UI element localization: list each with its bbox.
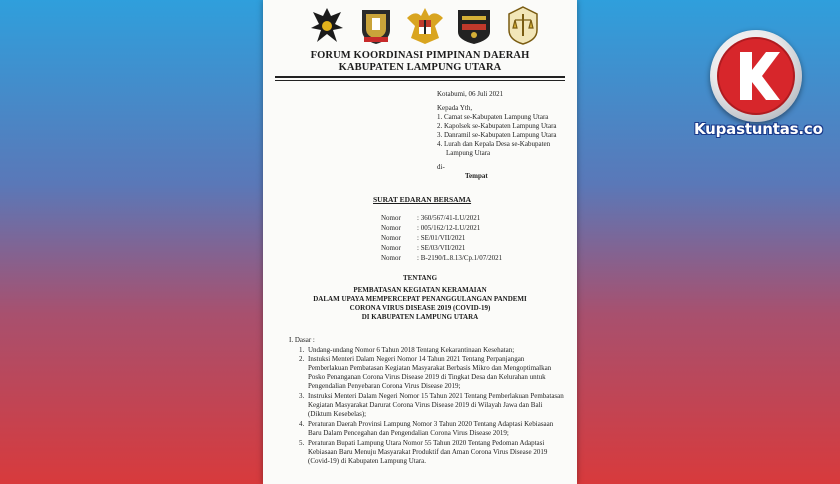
number-row: Nomor : 005/162/12-LU/2021 xyxy=(381,224,481,232)
di-label: di- xyxy=(437,163,445,171)
letterhead-rule-thin xyxy=(275,80,565,81)
document-page xyxy=(263,0,577,484)
document-title: SURAT EDARAN BERSAMA xyxy=(373,195,472,204)
dasar-line: Peraturan Daerah Provinsi Lampung Nomor 3 Tahun 2020 Tentang Adaptasi Kebiasaan xyxy=(308,420,554,428)
letterhead-rule-thick xyxy=(275,76,565,78)
dasar-line: Kegiatan Masyarakat Darurat Corona Virus Disease 2019 di Wilayah Jawa dan Bali xyxy=(308,401,543,409)
recipients-heading: Kepada Yth, xyxy=(437,104,473,112)
dasar-line: Instruksi Menteri Dalam Negeri Nomor 15 Tahun 2021 Tentang Pemberlakuan Pembatasan xyxy=(308,392,564,400)
letterhead-title: FORUM KOORDINASI PIMPINAN DAERAH xyxy=(310,50,530,61)
number-row: Nomor : 360/567/41-LU/2021 xyxy=(381,214,481,222)
tentang-heading: TENTANG xyxy=(402,274,438,282)
dasar-line: Kebiasaan Baru Menuju Masyarakat Produktif dan Aman Corona Virus Disease 2019 xyxy=(308,448,548,456)
dprd-emblem-icon xyxy=(356,4,396,46)
date-line: Kotabumi, 06 Juli 2021 xyxy=(437,90,504,98)
recipient-item-cont: Lampung Utara xyxy=(446,149,491,157)
recipient-item: 4. Lurah dan Kepala Desa se-Kabupaten xyxy=(437,140,551,148)
dasar-num: 5. xyxy=(299,439,305,447)
dasar-num: 3. xyxy=(299,392,305,400)
dasar-num: 2. xyxy=(299,355,305,363)
dasar-line: Peraturan Bupati Lampung Utara Nomor 55 Tahun 2020 Tentang Pedoman Adaptasi xyxy=(308,439,545,447)
number-row: Nomor : SE/01/VII/2021 xyxy=(381,234,466,242)
garuda-emblem-icon xyxy=(307,4,347,46)
recipient-item: 3. Danramil se-Kabupaten Lampung Utara xyxy=(437,131,557,139)
subject-line: PEMBATASAN KEGIATAN KERAMAIAN xyxy=(353,286,487,294)
subject-line: CORONA VIRUS DISEASE 2019 (COVID-19) xyxy=(349,304,491,312)
number-row: Nomor : B-2190/L.8.13/Cp.1/07/2021 xyxy=(381,254,503,262)
k-letter-logo-icon xyxy=(710,30,802,122)
tempat-label: Tempat xyxy=(465,172,488,180)
dasar-line: Baru Dalam Pencegahan dan Pengendalian Corona Virus Disease 2019; xyxy=(308,429,509,437)
dasar-line: (Diktum Kesebelas); xyxy=(308,410,367,418)
dasar-line: Posko Penanganan Corona Virus Disease 2019 di Tingkat Desa dan Kelurahan untuk xyxy=(308,373,546,381)
dasar-line: Undang-undang Nomor 6 Tahun 2018 Tentang Kekarantinaan Kesehatan; xyxy=(308,346,515,354)
dasar-heading: I. Dasar : xyxy=(289,336,315,344)
number-row: Nomor : SE/03/VII/2021 xyxy=(381,244,466,252)
dasar-line: Instuksi Menteri Dalam Negeri Nomor 14 Tahun 2021 Tentang Perpanjangan xyxy=(308,355,525,363)
dasar-num: 4. xyxy=(299,420,305,428)
dasar-line: Pengendalian Penyebaran Corona Virus Disease 2019; xyxy=(308,382,461,390)
dasar-num: 1. xyxy=(299,346,305,354)
letterhead-logos xyxy=(307,4,543,48)
letterhead-subtitle: KABUPATEN LAMPUNG UTARA xyxy=(338,62,502,73)
subject-line: DI KABUPATEN LAMPUNG UTARA xyxy=(361,313,479,321)
police-emblem-icon xyxy=(454,4,494,46)
recipient-item: 1. Camat se-Kabupaten Lampung Utara xyxy=(437,113,549,121)
brand-name[interactable]: Kupastuntas.co xyxy=(694,120,823,138)
prosecutor-emblem-icon xyxy=(503,4,543,46)
brand-logo[interactable] xyxy=(710,30,802,122)
recipient-item: 2. Kapolsek se-Kabupaten Lampung Utara xyxy=(437,122,557,130)
garuda-pancasila-icon xyxy=(405,4,445,46)
dasar-line: Pemberlakuan Pembatasan Kegiatan Masyarakat Berbasis Mikro dan Mengoptimalkan xyxy=(308,364,552,372)
dasar-line: (Covid-19) di Kabupaten Lampung Utara. xyxy=(308,457,426,465)
subject-line: DALAM UPAYA MEMPERCEPAT PENANGGULANGAN PANDEMI xyxy=(313,295,527,303)
